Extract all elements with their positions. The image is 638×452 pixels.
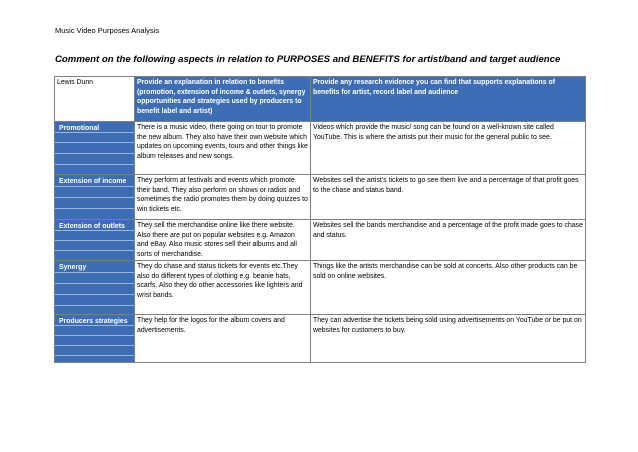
label-divider [55,345,134,346]
explanation-cell: They sell the merchandise online like there website. Also there are put on popular websites e.g. Amazon and eBay. Also music stores sell their albums and all sorts of merchandise. [135,220,311,261]
evidence-column-header: Provide any research evidence you can find that supports explanations of benefits for artist, record label and audience [311,77,586,122]
label-divider [55,250,134,251]
row-label: Extension of income [59,178,127,185]
evidence-cell: They can advertise the tickets being sold using advertisements on YouTube or be put on websites for customers to buy. [311,315,586,363]
table-row [55,315,586,363]
table-row [55,261,586,315]
explanation-cell: They do chase and status tickets for events etc.They also do different types of clothing e.g. beanie hats, scarfs. Also they do other accessories like lighters and wrist bands. [135,261,311,315]
row-label-cell [55,220,135,261]
label-divider [55,294,134,295]
label-divider [55,153,134,154]
purposes-table [54,76,586,363]
evidence-cell: Videos which provide the music/ song can be found on a well-known site called YouTube. This is where the artists put their music for the general public to see. [311,122,586,175]
explanation-column-header: Provide an explanation in relation to benefits (promotion, extension of income & outlets, synergy opportunities and strategies used by producers to benefit label and artist) [135,77,311,122]
table-row [55,122,586,175]
label-divider [55,272,134,273]
label-divider [55,132,134,133]
author-name: Lewis Dunn [55,77,135,122]
label-divider [55,230,134,231]
row-label-cell [55,175,135,220]
table-row [55,220,586,261]
evidence-cell: Websites sell the artist’s tickets to go see them live and a percentage of that profit goes to the chase and status band. [311,175,586,220]
explanation-cell: They perform at festivals and events which promote their band. They also perform on shows or radios and sometimes the radio promotes them by doing quizzes to win tickets etc. [135,175,311,220]
label-divider [55,164,134,165]
label-divider [55,142,134,143]
table-header-row [55,77,586,122]
label-divider [55,240,134,241]
explanation-cell: There is a music video, there going on tour to promote the new album. They also have their own website which updates on upcoming events, tours and other things like album releases and new songs. [135,122,311,175]
label-divider [55,283,134,284]
row-label: Extension of outlets [59,223,125,230]
label-divider [55,197,134,198]
document-header: Music Video Purposes Analysis [55,26,160,35]
explanation-cell: They help for the logos for the album covers and advertisements. [135,315,311,363]
label-divider [55,186,134,187]
row-label-cell [55,261,135,315]
table-row [55,175,586,220]
document-heading: Comment on the following aspects in relation to PURPOSES and BENEFITS for artist/band and target audience [55,54,561,65]
label-divider [55,335,134,336]
row-label-cell [55,315,135,363]
row-label: Synergy [59,264,87,271]
row-label: Producers strategies [59,318,128,325]
label-divider [55,355,134,356]
evidence-cell: Things like the artists merchandise can be sold at concerts. Also other products can be sold on online websites. [311,261,586,315]
evidence-cell: Websites sell the bands merchandise and a percentage of the profit made goes to chase and status. [311,220,586,261]
label-divider [55,325,134,326]
row-label: Promotional [59,125,100,132]
row-label-cell [55,122,135,175]
label-divider [55,208,134,209]
label-divider [55,305,134,306]
